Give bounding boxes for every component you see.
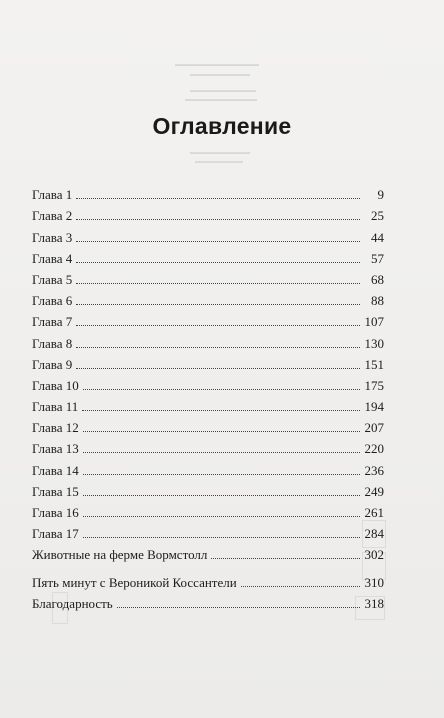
bleed-through-text: ▬▬▬▬▬▬▬▬▬▬▬ bbox=[190, 88, 256, 94]
bleed-through-text: ▬▬▬▬▬▬▬▬▬▬▬▬▬▬ bbox=[175, 62, 259, 68]
toc-page-number: 194 bbox=[364, 399, 384, 415]
dot-leader bbox=[241, 586, 360, 587]
bleed-through-text: ▬▬▬▬▬▬▬▬ bbox=[195, 159, 243, 165]
toc-page-number: 25 bbox=[371, 208, 384, 224]
bleed-through-text: ▬▬▬▬▬▬▬▬▬▬ bbox=[190, 150, 250, 156]
toc-row-chapter-12[interactable] bbox=[32, 415, 384, 436]
toc-row-chapter-6[interactable] bbox=[32, 288, 384, 309]
dot-leader bbox=[76, 368, 360, 369]
toc-row-chapter-10[interactable] bbox=[32, 373, 384, 394]
dot-leader bbox=[76, 304, 360, 305]
toc-page-number: 88 bbox=[371, 293, 384, 309]
toc-row-chapter-8[interactable] bbox=[32, 330, 384, 351]
toc-entry-label: Глава 12 bbox=[32, 420, 79, 436]
toc-entry-label: Глава 6 bbox=[32, 293, 73, 309]
toc-row-five-minutes[interactable] bbox=[32, 569, 384, 590]
toc-page-number: 9 bbox=[377, 187, 384, 203]
toc-page-number: 284 bbox=[364, 526, 384, 542]
toc-page-number: 318 bbox=[364, 595, 384, 611]
toc-row-chapter-13[interactable] bbox=[32, 436, 384, 457]
dot-leader bbox=[83, 389, 360, 390]
toc-entry-label: Глава 16 bbox=[32, 505, 79, 520]
toc-entry-label: Глава 4 bbox=[32, 250, 73, 266]
toc-entry-label: Глава 15 bbox=[32, 483, 79, 499]
toc-entry-label: Глава 2 bbox=[32, 208, 73, 224]
dot-leader bbox=[76, 283, 360, 284]
toc-entry-label: Пять минут с Вероникой Коссантели bbox=[32, 574, 237, 590]
bleed-through-text: ▬▬▬▬▬▬▬▬▬▬▬▬ bbox=[185, 97, 257, 103]
toc-row-chapter-17[interactable] bbox=[32, 521, 384, 542]
dot-leader bbox=[211, 558, 360, 559]
toc-page-number: 207 bbox=[364, 420, 384, 436]
toc-entry-label: Глава 13 bbox=[32, 441, 79, 457]
dot-leader bbox=[76, 241, 360, 242]
dot-leader bbox=[76, 198, 360, 199]
toc-entry-label: Глава 5 bbox=[32, 271, 73, 287]
toc-page-number: 44 bbox=[371, 229, 384, 245]
toc-row-chapter-11[interactable] bbox=[32, 394, 384, 415]
dot-leader bbox=[82, 410, 360, 411]
toc-row-chapter-7[interactable] bbox=[32, 309, 384, 330]
table-of-contents bbox=[32, 182, 384, 612]
dot-leader bbox=[83, 495, 360, 496]
toc-page-number: 261 bbox=[364, 505, 384, 520]
dot-leader bbox=[83, 452, 360, 453]
toc-entry-label: Благодарность bbox=[32, 595, 113, 611]
toc-entry-label: Глава 7 bbox=[32, 314, 73, 330]
toc-page-number: 236 bbox=[364, 462, 384, 478]
toc-entry-label: Глава 11 bbox=[32, 399, 79, 415]
toc-row-chapter-14[interactable] bbox=[32, 457, 384, 478]
toc-row-acknowledgements[interactable] bbox=[32, 591, 384, 612]
toc-row-chapter-1[interactable] bbox=[32, 182, 384, 203]
toc-page-number: 249 bbox=[364, 483, 384, 499]
dot-leader bbox=[76, 325, 360, 326]
dot-leader bbox=[76, 262, 360, 263]
toc-page-number: 68 bbox=[371, 271, 384, 287]
toc-page-number: 220 bbox=[364, 441, 384, 457]
toc-page-number: 130 bbox=[364, 335, 384, 351]
toc-row-chapter-4[interactable] bbox=[32, 246, 384, 267]
dot-leader bbox=[83, 537, 360, 538]
toc-row-chapter-16[interactable] bbox=[32, 500, 384, 521]
toc-row-chapter-3[interactable] bbox=[32, 224, 384, 245]
toc-row-chapter-15[interactable] bbox=[32, 479, 384, 500]
toc-entry-label: Глава 9 bbox=[32, 356, 73, 372]
toc-page-number: 310 bbox=[364, 574, 384, 590]
dot-leader bbox=[117, 607, 360, 608]
bleed-through-text: ▬▬▬▬▬▬▬▬▬▬ bbox=[190, 72, 250, 78]
dot-leader bbox=[76, 219, 360, 220]
dot-leader bbox=[83, 516, 360, 517]
toc-entry-label: Глава 14 bbox=[32, 462, 79, 478]
toc-page-number: 302 bbox=[364, 547, 384, 563]
dot-leader bbox=[83, 431, 360, 432]
toc-entry-label: Глава 17 bbox=[32, 526, 79, 542]
toc-page-number: 107 bbox=[364, 314, 384, 330]
toc-row-farm-animals[interactable] bbox=[32, 542, 384, 563]
toc-page-number: 151 bbox=[364, 356, 384, 372]
toc-row-chapter-5[interactable] bbox=[32, 267, 384, 288]
toc-row-chapter-2[interactable] bbox=[32, 203, 384, 224]
dot-leader bbox=[76, 347, 360, 348]
toc-entry-label: Животные на ферме Вормстолл bbox=[32, 547, 208, 563]
toc-row-chapter-9[interactable] bbox=[32, 352, 384, 373]
toc-entry-label: Глава 8 bbox=[32, 335, 73, 351]
toc-entry-label: Глава 3 bbox=[32, 229, 73, 245]
toc-heading: Оглавление bbox=[152, 113, 292, 139]
dot-leader bbox=[83, 474, 360, 475]
toc-entry-label: Глава 10 bbox=[32, 377, 79, 393]
toc-page-number: 175 bbox=[364, 377, 384, 393]
toc-page-number: 57 bbox=[371, 250, 384, 266]
toc-entry-label: Глава 1 bbox=[32, 187, 73, 203]
